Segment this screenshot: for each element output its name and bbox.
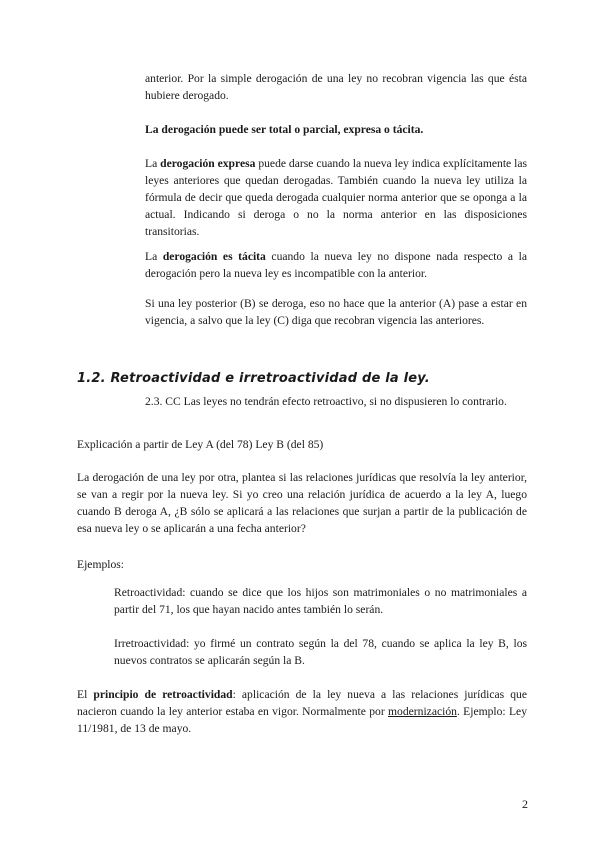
article-citation: 2.3. CC Las leyes no tendrán efecto retroactivo, si no dispusieren lo contrario. [145,395,507,408]
express-bold: derogación expresa [160,157,256,170]
top-paragraph: anterior. Por la simple derogación de una ley no recobran vigencia las que ésta hubiere derogado. [145,72,527,102]
section-heading: 1.2. Retroactividad e irretroactividad de la ley. [77,371,430,386]
explanation-line: Explicación a partir de Ley A (del 78) Ley B (del 85) [77,438,324,451]
examples-label: Ejemplos: [77,558,125,571]
posterior-law-paragraph: Si una ley posterior (B) se deroga, eso no hace que la anterior (A) pase a estar en vigencia, a salvo que la ley (C) diga que recobran vigencia las anteriores. [145,297,527,327]
tacit-bold: derogación es tácita [162,250,266,263]
principle-mid: : aplicación de la ley nueva a las relaciones jurídicas que nacieron cuando la ley anterior estaba en vigor. Normalmente por [77,688,527,718]
express-post: puede darse cuando la nueva ley indica explícitamente las leyes anteriores que quedan derogadas. También cuando la nueva ley utiliza la fórmula de decir que queda derogada cualquier norma anterior que se oponga a la actual. Indicando si deroga o no la norma anterior en las disposiciones transitorias. [145,157,527,238]
derogation-types-statement [145,121,527,138]
page-number: 2 [522,797,528,811]
express-derogation-paragraph [145,155,527,240]
retroactivity-principle-paragraph [77,686,527,737]
tacit-pre: La [145,250,163,263]
example-irretroactivity: Irretroactividad: yo firmé un contrato según la del 78, cuando se aplica la ley B, los nuevos contratos se aplicarán según la B. [114,637,527,667]
principle-bold: principio de retroactividad [93,688,233,701]
principle-underlined: modernización [388,705,457,718]
example-retroactivity: Retroactividad: cuando se dice que los hijos son matrimoniales o no matrimoniales a partir del 71, los que hayan nacido antes también lo serán. [114,586,527,616]
derogation-types-text: La derogación puede ser total o parcial, expresa o tácita. [145,123,424,136]
tacit-post: cuando la nueva ley no dispone nada respecto a la derogación pero la nueva ley es incompatible con la anterior. [145,250,527,280]
principle-post: . Ejemplo: Ley 11/1981, de 13 de mayo. [77,705,527,735]
derogation-question-paragraph: La derogación de una ley por otra, plantea si las relaciones jurídicas que resolvía la ley anterior, se van a regir por la nueva ley. Si yo creo una relación jurídica de acuerdo a la ley A, luego cuando B deroga A, ¿B sólo se aplicará a las relaciones que surjan a partir de la publicación de esa nueva ley o se aplicarán a una fecha anterior? [77,471,527,535]
tacit-derogation-paragraph [145,248,527,282]
principle-pre: El [77,688,94,701]
express-pre: La [145,157,161,170]
